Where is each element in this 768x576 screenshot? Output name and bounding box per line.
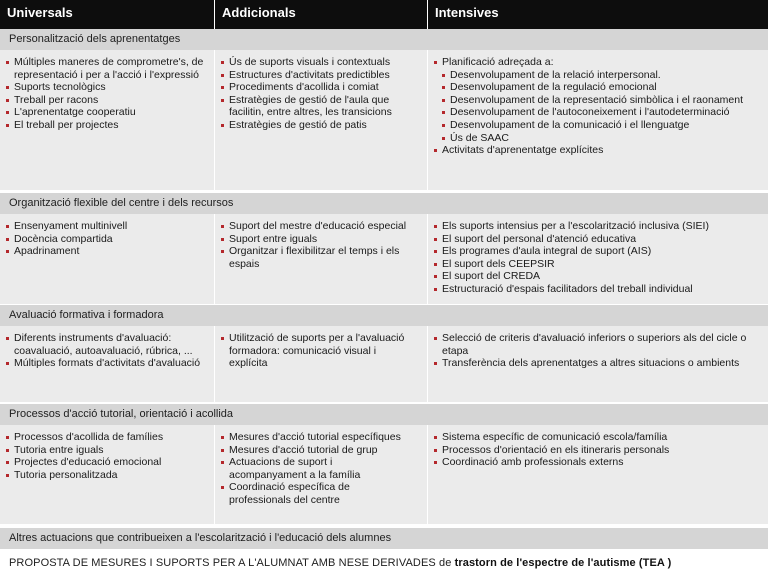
header-addicionals: Addicionals <box>222 5 296 20</box>
list-item: Projectes d'educació emocional <box>4 456 206 469</box>
list-item: Sistema específic de comunicació escola/família <box>432 431 764 444</box>
list-item: El suport del CREDA <box>432 270 764 283</box>
intensives-cell <box>428 214 768 304</box>
section-row <box>0 425 768 524</box>
table-header <box>0 0 768 29</box>
list-item: Tutoria entre iguals <box>4 444 206 457</box>
list-subitem: Ús de SAAC <box>432 132 764 145</box>
section-row <box>0 50 768 190</box>
addicionals-cell <box>215 326 427 402</box>
list-item: Ensenyament multinivell <box>4 220 206 233</box>
list-subitem: Desenvolupament de la comunicació i el llenguatge <box>432 119 764 132</box>
list-item: Tutoria personalitzada <box>4 469 206 482</box>
universals-cell <box>0 326 214 402</box>
addicionals-cell <box>215 425 427 524</box>
list-item: Apadrinament <box>4 245 206 258</box>
section-title: Avaluació formativa i formadora <box>0 305 768 326</box>
list-item: Selecció de criteris d'avaluació inferiors o superiors als del cicle o etapa <box>432 332 764 357</box>
section-title: Processos d'acció tutorial, orientació i acollida <box>0 404 768 425</box>
header-intensives: Intensives <box>435 5 499 20</box>
list-item: El treball per projectes <box>4 119 206 132</box>
list-item: Suport entre iguals <box>219 233 407 246</box>
list-item: L'aprenentatge cooperatiu <box>4 106 206 119</box>
list-item: Actuacions de suport i acompanyament a la família <box>219 456 407 481</box>
list-item: Mesures d'acció tutorial específiques <box>219 431 407 444</box>
list-item: Suports tecnològics <box>4 81 206 94</box>
list-item: El suport del personal d'atenció educativa <box>432 233 764 246</box>
list-item: Processos d'orientació en els itineraris personals <box>432 444 764 457</box>
intensives-cell <box>428 50 768 190</box>
universals-cell <box>0 50 214 190</box>
header-universals: Universals <box>7 5 73 20</box>
list-item: Mesures d'acció tutorial de grup <box>219 444 407 457</box>
intensives-cell <box>428 425 768 524</box>
universals-cell <box>0 425 214 524</box>
list-item: Els programes d'aula integral de suport (AIS) <box>432 245 764 258</box>
list-item: El suport dels CEEPSIR <box>432 258 764 271</box>
footer-caption <box>0 551 768 575</box>
list-item: Diferents instruments d'avaluació: coavaluació, autoavaluació, rúbrica, ... <box>4 332 206 357</box>
list-item: Coordinació específica de professionals del centre <box>219 481 407 506</box>
list-subitem: Desenvolupament de l'autoconeixement i l'autodeterminació <box>432 106 764 119</box>
list-item: Estratègies de gestió de patis <box>219 119 407 132</box>
list-subitem: Desenvolupament de la regulació emocional <box>432 81 764 94</box>
list-item: Transferència dels aprenentatges a altres situacions o ambients <box>432 357 764 370</box>
section-row <box>0 214 768 304</box>
list-item: Coordinació amb professionals externs <box>432 456 764 469</box>
list-item: Estructuració d'espais facilitadors del treball individual <box>432 283 764 296</box>
intensives-cell <box>428 326 768 402</box>
section-title: Personalització dels aprenentatges <box>0 29 768 50</box>
list-item: Organitzar i flexibilitzar el temps i els espais <box>219 245 407 270</box>
list-item: Suport del mestre d'educació especial <box>219 220 407 233</box>
list-item: Els suports intensius per a l'escolarització inclusiva (SIEI) <box>432 220 764 233</box>
footer-caption-text: PROPOSTA DE MESURES I SUPORTS PER A L'ALUMNAT AMB NESE DERIVADES de <box>9 557 455 569</box>
list-item: Procediments d'acollida i comiat <box>219 81 407 94</box>
list-item: Ús de suports visuals i contextuals <box>219 56 407 69</box>
list-item: Estratègies de gestió de l'aula que facilitin, entre altres, les transicions <box>219 94 407 119</box>
list-subitem: Desenvolupament de la relació interpersonal. <box>432 69 764 82</box>
addicionals-cell <box>215 214 427 304</box>
list-item: Docència compartida <box>4 233 206 246</box>
section-row <box>0 326 768 402</box>
list-item: Planificació adreçada a: <box>432 56 764 69</box>
addicionals-cell <box>215 50 427 190</box>
universals-cell <box>0 214 214 304</box>
list-item: Múltiples formats d'activitats d'avaluació <box>4 357 206 370</box>
list-subitem: Desenvolupament de la representació simbòlica i el raonament <box>432 94 764 107</box>
list-item: Utilització de suports per a l'avaluació formadora: comunicació visual i explícita <box>219 332 407 370</box>
footer-caption-bold: trastorn de l'espectre de l'autisme (TEA ) <box>454 557 672 569</box>
list-item: Processos d'acollida de famílies <box>4 431 206 444</box>
list-item: Treball per racons <box>4 94 206 107</box>
list-item: Estructures d'activitats predictibles <box>219 69 407 82</box>
list-item: Múltiples maneres de comprometre's, de representació i per a l'acció i l'expressió <box>4 56 206 81</box>
section-title: Organització flexible del centre i dels recursos <box>0 193 768 214</box>
list-item: Activitats d'aprenentatge explícites <box>432 144 764 157</box>
other-actions-bar: Altres actuacions que contribueixen a l'escolarització i l'educació dels alumnes <box>0 528 768 549</box>
